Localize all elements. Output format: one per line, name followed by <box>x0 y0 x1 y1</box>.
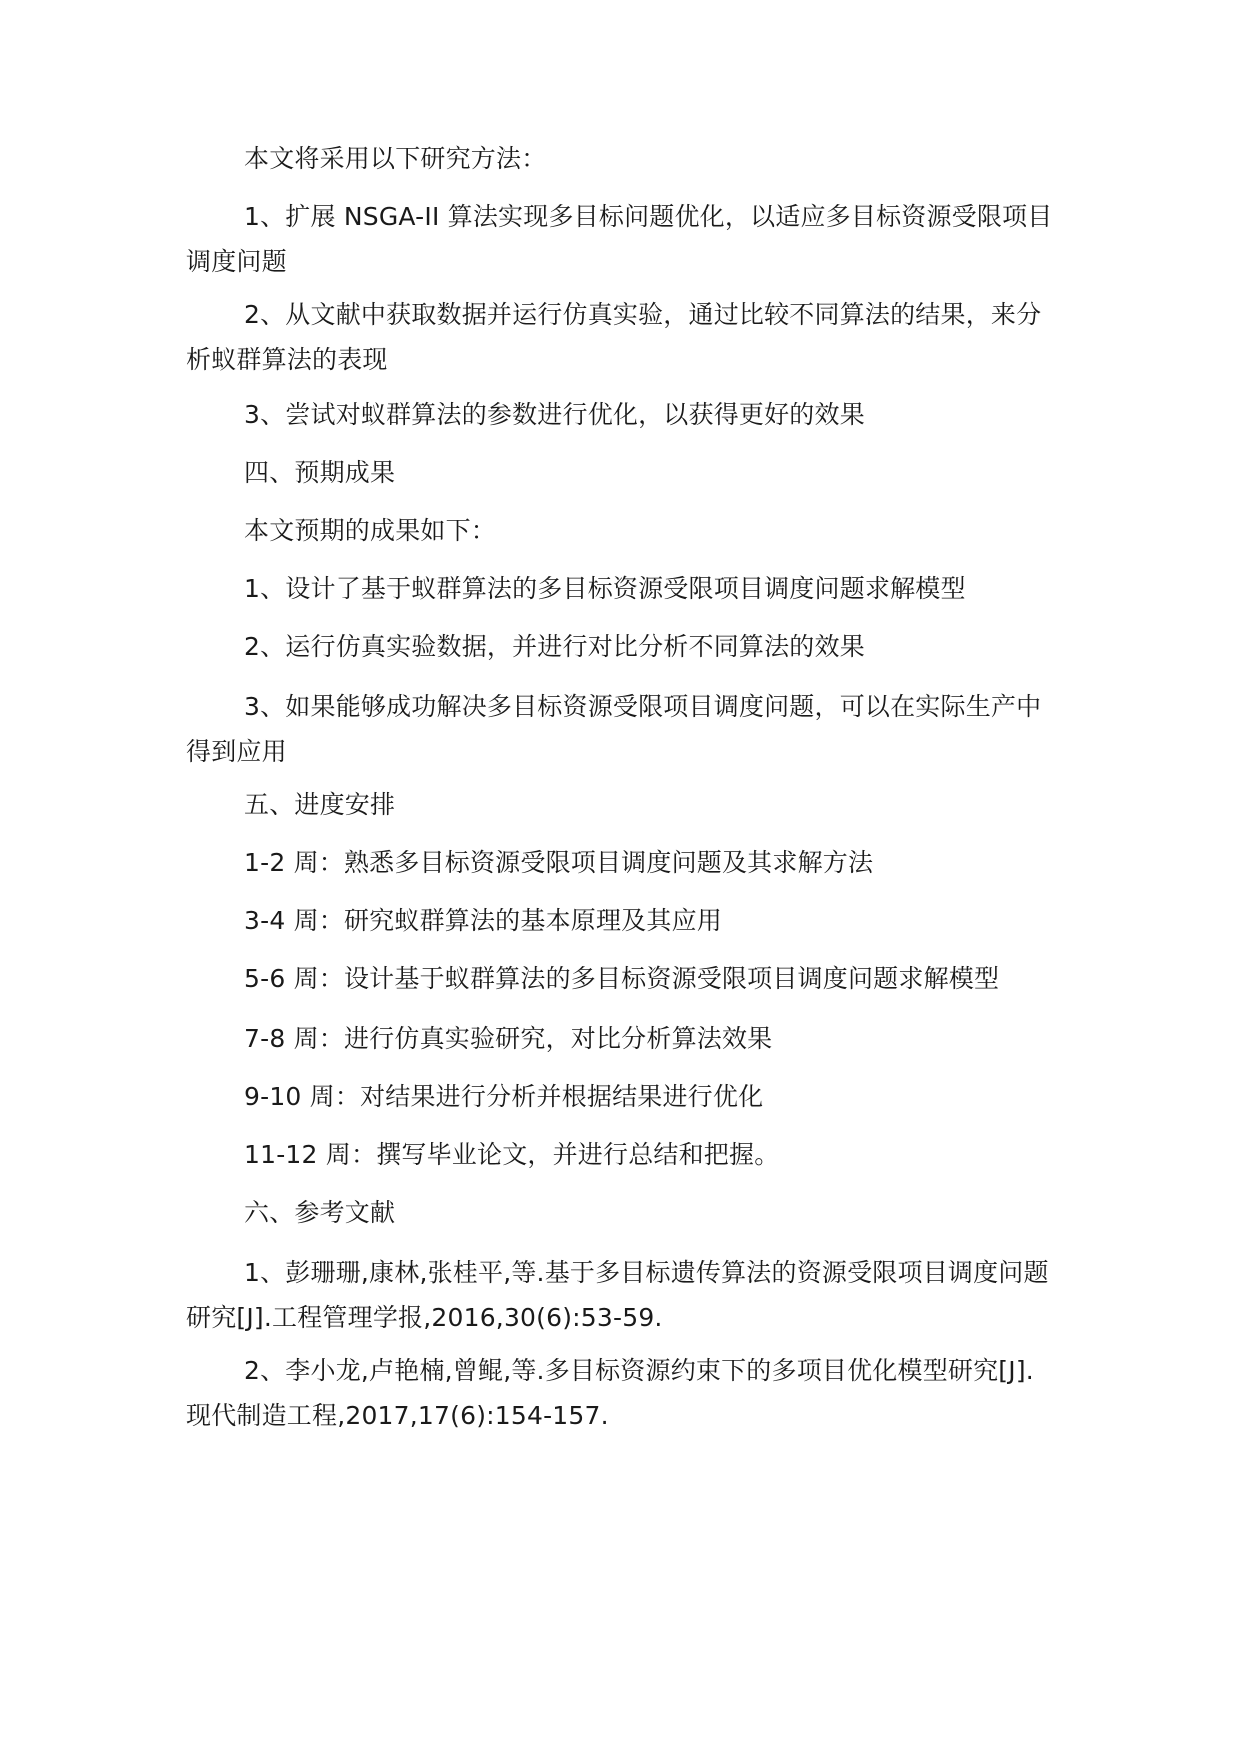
methods-intro: 本文将采用以下研究方法： <box>244 144 547 173</box>
result-item-2: 2、运行仿真实验数据，并进行对比分析不同算法的效果 <box>244 632 865 661</box>
schedule-item-6: 11-12 周：撰写毕业论文，并进行总结和把握。 <box>244 1140 780 1169</box>
schedule-item-3: 5-6 周：设计基于蚁群算法的多目标资源受限项目调度问题求解模型 <box>244 964 1000 993</box>
reference-item-1: 1、彭珊珊,康林,张桂平,等.基于多目标遗传算法的资源受限项目调度问题研究[J].工程管理学报,2016,30(6):53-59. <box>186 1258 1049 1332</box>
result-item-3: 3、如果能够成功解决多目标资源受限项目调度问题，可以在实际生产中得到应用 <box>186 692 1042 766</box>
schedule-item-1: 1-2 周：熟悉多目标资源受限项目调度问题及其求解方法 <box>244 848 874 877</box>
reference-item-2: 2、李小龙,卢艳楠,曾鲲,等.多目标资源约束下的多项目优化模型研究[J].现代制造工程,2017,17(6):154-157. <box>186 1356 1034 1430</box>
result-item-1: 1、设计了基于蚁群算法的多目标资源受限项目调度问题求解模型 <box>244 574 966 603</box>
section-heading-references: 六、参考文献 <box>244 1198 396 1227</box>
schedule-item-2: 3-4 周：研究蚁群算法的基本原理及其应用 <box>244 906 722 935</box>
results-intro: 本文预期的成果如下： <box>244 516 497 545</box>
method-item-3: 3、尝试对蚁群算法的参数进行优化，以获得更好的效果 <box>244 400 865 429</box>
section-heading-expected-results: 四、预期成果 <box>244 458 396 487</box>
schedule-item-4: 7-8 周：进行仿真实验研究，对比分析算法效果 <box>244 1024 773 1053</box>
schedule-item-5: 9-10 周：对结果进行分析并根据结果进行优化 <box>244 1082 764 1111</box>
method-item-1: 1、扩展 NSGA-II 算法实现多目标问题优化，以适应多目标资源受限项目调度问题 <box>186 202 1053 276</box>
section-heading-schedule: 五、进度安排 <box>244 790 396 819</box>
method-item-2: 2、从文献中获取数据并运行仿真实验，通过比较不同算法的结果，来分析蚁群算法的表现 <box>186 300 1042 374</box>
